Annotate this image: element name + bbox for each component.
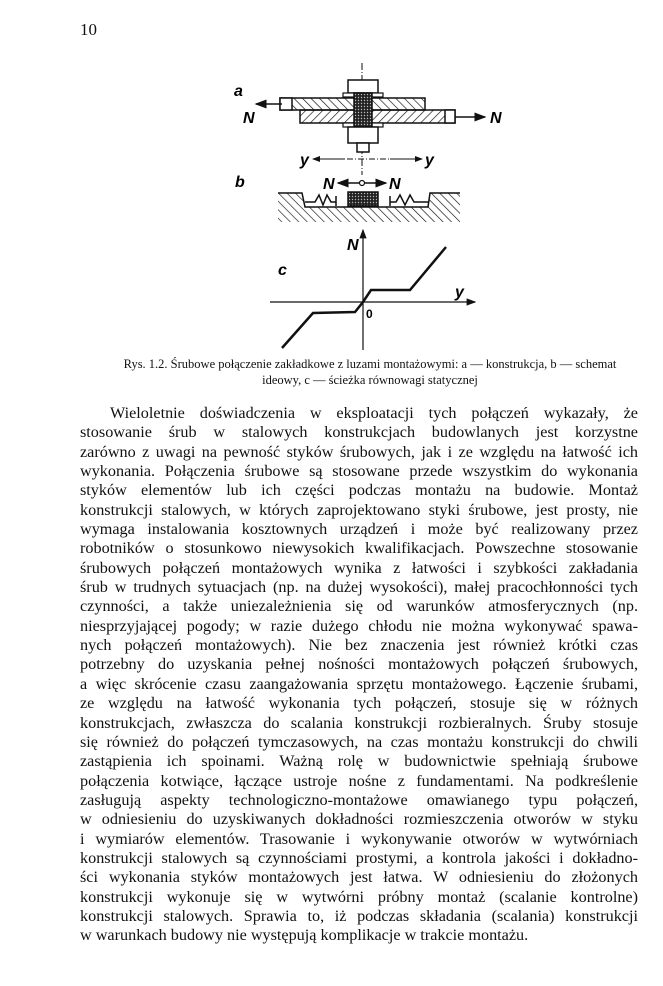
text-line: styków elementów lub ich części podczas montażu na budowie. Montaż [80, 481, 638, 500]
text-line: ze względu na łatwość wykonania tych połączeń, stosuje się w różnych [80, 694, 638, 713]
upper-plate [280, 98, 425, 110]
label-origin: 0 [366, 307, 373, 321]
label-a: a [234, 83, 243, 100]
label-N-left: N [243, 110, 255, 127]
body-paragraph [80, 404, 638, 946]
label-y-left: y [300, 152, 309, 169]
bolt-block [348, 192, 378, 206]
text-line: śrubowych połączeń montażowych wynika z łatwości i szybkości zakładania [80, 558, 638, 577]
text-line: stosowanie śrub w stalowych konstrukcjach budowlanych jest korzystne [80, 423, 638, 442]
text-line: konstrukcji stalowych. Sprawia to, iż podczas składania (scalania) konstrukcji [80, 906, 638, 925]
caption-line-2: ideowy, c — ścieżka równowagi statycznej [262, 373, 478, 387]
nut-bottom [348, 127, 378, 143]
label-y-axis: y [455, 284, 464, 301]
text-line: zasługują aspekty technologiczno-montażowe omawianego typu połączeń, [80, 790, 638, 809]
text-line: niesprzyjającej pogody; w razie dużego chłodu nie można wykonywać spawa- [80, 616, 638, 635]
label-N-axis: N [347, 237, 359, 254]
text-line: a więc skrócenie czasu zaangażowania sprzętu montażowego. Łączenie śrubami, [80, 674, 638, 693]
part-c-equilibrium-path [270, 230, 475, 350]
text-line: wymaga instalowania kosztownych urządzeń i może być realizowany przez [80, 520, 638, 539]
label-c: c [278, 262, 287, 279]
caption-line-1: Rys. 1.2. Śrubowe połączenie zakładkowe z luzami montażowymi: a — konstrukcja, b — schemat [123, 357, 617, 371]
text-line: ści wykonania styków montażowych jest łatwa. W odniesieniu do złożonych [80, 868, 638, 887]
text-line: konstrukcji stalowych są czynnościami prostymi, a kontrola jakości i dokładno- [80, 848, 638, 867]
figure-caption [92, 356, 648, 388]
nut-top [348, 80, 378, 93]
text-line: i wymiarów elementów. Trasowanie i wykonywanie otworów w wytwórniach [80, 829, 638, 848]
text-line: w warunkach budowy nie występują komplikacje w trakcie montażu. [80, 926, 529, 945]
spring-right [390, 195, 428, 206]
figure-bolted-lap-joint [0, 0, 663, 360]
lower-plate [300, 110, 455, 123]
text-line: konstrukcji wykonuje się w wytwórni próbny montaż (scalanie kontrolne) [80, 887, 638, 906]
text-line: w odniesieniu do uzyskiwanych dokładności rozmieszczenia otworów w styku [80, 810, 638, 829]
part-b-scheme [235, 174, 460, 222]
text-line: śrub w trudnych sytuacjach (np. na dużej wysokości), małej pracochłonności tych [80, 578, 638, 597]
label-N-b-right: N [389, 176, 401, 193]
text-line: konstrukcjach, zwłaszcza do scalania konstrukcji rozbieralnych. Śruby stosuje [80, 713, 638, 732]
spring-left [305, 195, 336, 206]
text-line: Wieloletnie doświadczenia w eksploatacji tych połączeń wykazały, że [110, 404, 638, 422]
part-a-construction [234, 63, 502, 175]
label-y-right: y [425, 152, 434, 169]
text-line: połączenia kotwiące, łączące ustroje nośne z fundamentami. Na podkreślenie [80, 771, 638, 790]
text-line: zastąpienia ich spoinami. Ważną rolę w budownictwie spełniają śrubowe [80, 752, 638, 771]
equilibrium-curve [282, 247, 446, 348]
text-line: się również do połączeń tymczasowych, na czas montażu konstrukcji do chwili [80, 732, 638, 751]
page-number: 10 [80, 20, 97, 39]
text-line: potrzebny do uzyskania pełnej nośności montażowych połączeń śrubowych, [80, 655, 638, 674]
text-line: zarówno z uwagi na pewność styków śrubowych, jak i ze względu na łatwość ich [80, 442, 638, 461]
label-N-right: N [490, 110, 502, 127]
text-line: robotników o stosunkowo niewysokich kwalifikacjach. Powszechne stosowanie [80, 539, 638, 558]
label-b: b [235, 174, 245, 191]
label-N-b-left: N [323, 176, 335, 193]
text-line: nych połączeń montażowych). Nie bez znaczenia jest również krótki czas [80, 636, 638, 655]
text-line: wykonania. Połączenia śrubowe są stosowane przede wszystkim do wykonania [80, 462, 638, 481]
bolt [354, 93, 372, 127]
text-line: konstrukcji stalowych, w których zaprojektowano styki śrubowe, jest prosty, nie [80, 500, 638, 519]
text-line: czynności, a także uniezależnienia się od warunków atmosferycznych (np. [80, 597, 638, 616]
